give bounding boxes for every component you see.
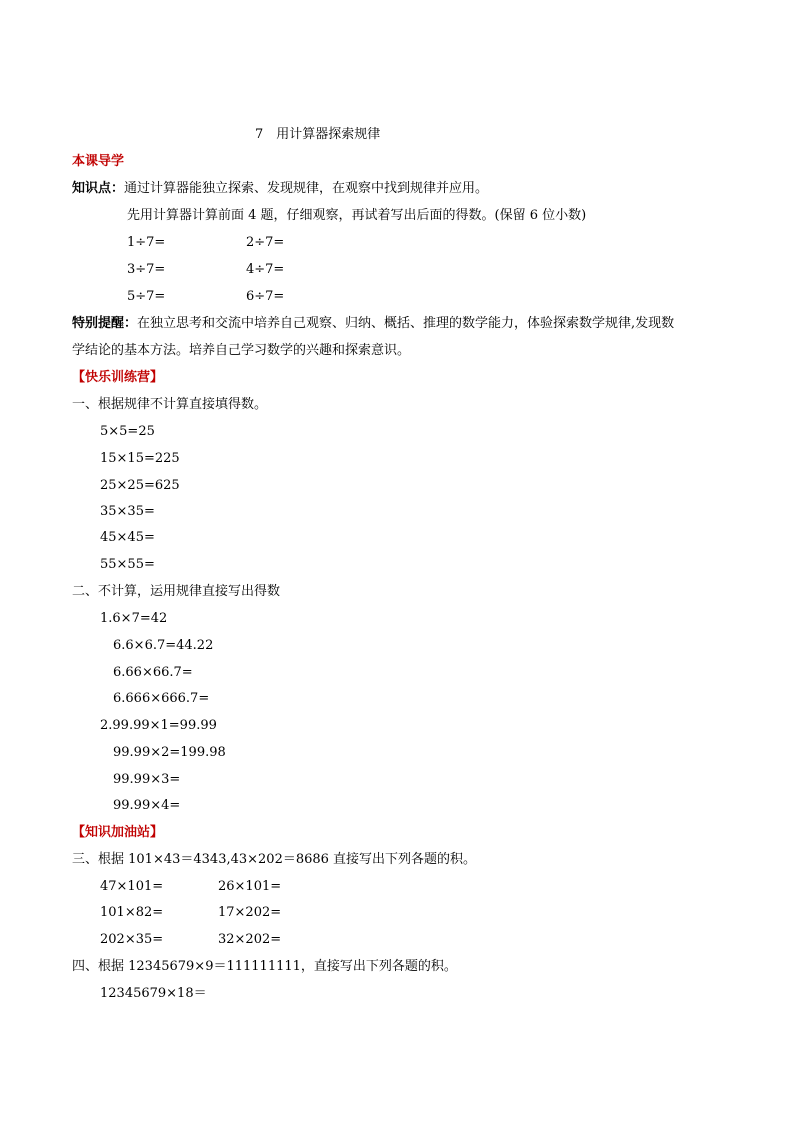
division-item: 3÷7= [127, 262, 166, 277]
q1-item: 5×5=25 [100, 424, 155, 439]
q3-item: 26×101= [218, 879, 282, 894]
instruction: 先用计算器计算前面 4 题，仔细观察，再试着写出后面的得数。(保留 6 位小数) [127, 208, 587, 223]
guide-heading: 本课导学 [72, 154, 125, 169]
page-title: 7 用计算器探索规律 [255, 127, 381, 142]
q2-item: 2.99.99×1=99.99 [100, 718, 217, 733]
q2-item: 6.6×6.7=44.22 [113, 638, 214, 653]
boost-heading: 【知识加油站】 [72, 825, 164, 840]
q3-item: 202×35= [100, 932, 164, 947]
division-item: 6÷7= [246, 289, 285, 304]
q2-item: 99.99×4= [113, 798, 181, 813]
practice-heading: 【快乐训练营】 [72, 370, 164, 385]
q2-item: 99.99×2=199.98 [113, 745, 226, 760]
division-item: 1÷7= [127, 235, 166, 250]
knowledge-text: 通过计算器能独立探索、发现规律，在观察中找到规律并应用。 [124, 181, 489, 196]
q4-item: 12345679×18＝ [100, 986, 207, 1001]
q1-item: 25×25=625 [100, 478, 180, 493]
knowledge-label: 知识点： [72, 181, 125, 196]
q4-title: 四、根据 12345679×9＝111111111，直接写出下列各题的积。 [72, 959, 457, 974]
q2-item: 1.6×7=42 [100, 611, 168, 626]
q1-item: 15×15=225 [100, 451, 180, 466]
knowledge-line [72, 181, 488, 197]
q3-item: 32×202= [218, 932, 282, 947]
q3-item: 101×82= [100, 905, 164, 920]
division-item: 2÷7= [246, 235, 285, 250]
division-item: 5÷7= [127, 289, 166, 304]
tip-line-2: 学结论的基本方法。培养自己学习数学的兴趣和探索意识。 [72, 343, 411, 358]
tip-text-1: 在独立思考和交流中培养自己观察、归纳、概括、推理的数学能力，体验探索数学规律,发现数 [137, 316, 675, 331]
q3-item: 17×202= [218, 905, 282, 920]
division-item: 4÷7= [246, 262, 285, 277]
q3-item: 47×101= [100, 879, 164, 894]
q1-item: 35×35= [100, 504, 155, 519]
q1-item: 45×45= [100, 530, 155, 545]
q1-item: 55×55= [100, 557, 155, 572]
q1-title: 一、根据规律不计算直接填得数。 [72, 397, 268, 412]
q2-title: 二、不计算，运用规律直接写出得数 [72, 584, 281, 599]
tip-line-1 [72, 316, 674, 332]
q3-title: 三、根据 101×43＝4343,43×202＝8686 直接写出下列各题的积。 [72, 852, 477, 867]
q2-item: 6.666×666.7= [113, 691, 210, 706]
q2-item: 99.99×3= [113, 772, 181, 787]
tip-label: 特别提醒： [72, 316, 138, 331]
q2-item: 6.66×66.7= [113, 665, 193, 680]
